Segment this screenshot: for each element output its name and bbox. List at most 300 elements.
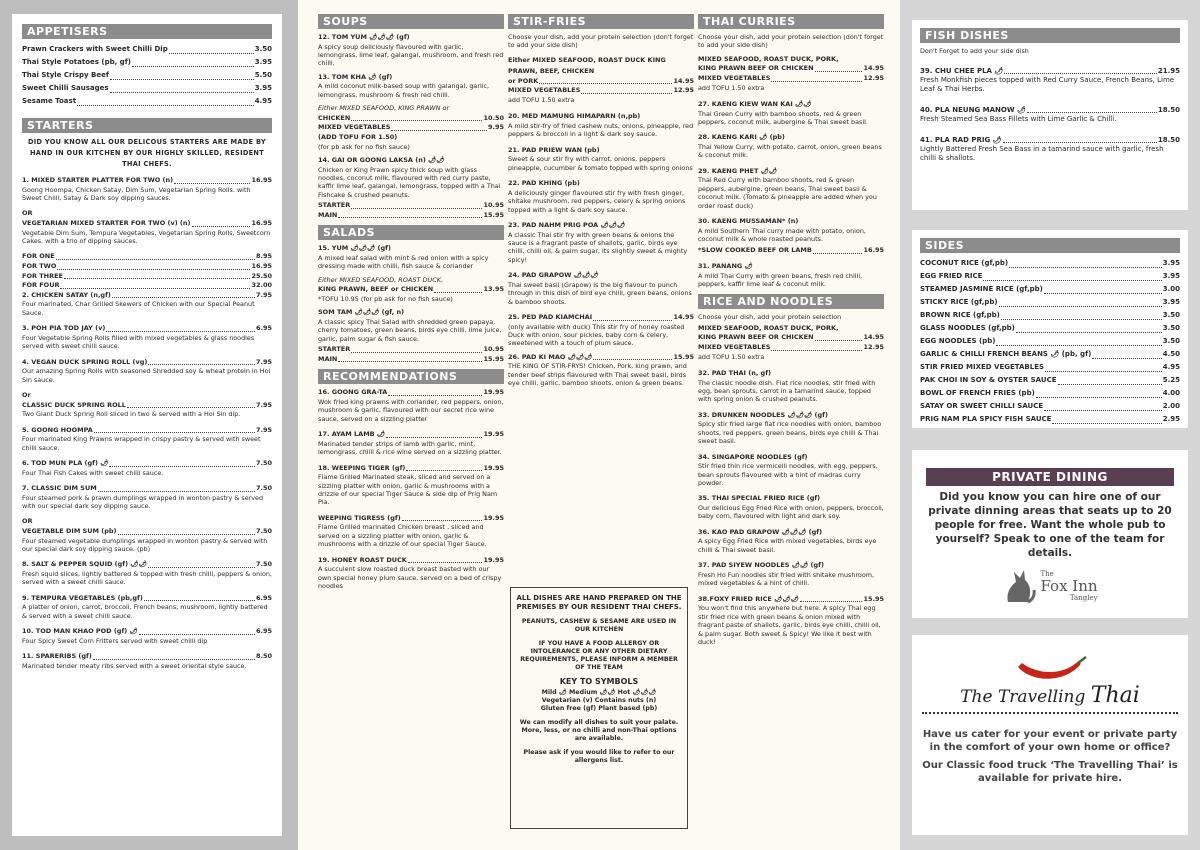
dot-leader [1058,374,1162,385]
sides-card [912,230,1188,428]
rice-item-desc: Stir fried thin rice vermicelli noodles, with egg, peppers, bean sprouts flavoured with a hint of madras curry powder. [698,462,878,488]
item-name: Thai Style Potatoes (pb, gf) [22,58,131,66]
item-name: 41. PLA RAD PRIG 🌶 [920,136,1002,145]
item-name: FOR ONE [22,252,55,261]
item-name: 11. SPARERIBS (gf) [22,652,92,661]
soups-chicken-row: CHICKEN 10.50 [318,113,504,122]
appetiser-row [22,95,272,108]
laksa-starter: STARTER 10.95 [318,201,504,210]
rice-sel1: MIXED SEAFOOD, ROAST DUCK, PORK, [698,323,839,332]
side-row [920,270,1180,283]
item-price: 7.50 [255,527,272,535]
item-price: 3.95 [254,58,272,66]
dot-leader [169,43,254,54]
starters-intro: DID YOU KNOW ALL OUR DELICOUS STARTERS ARE MADE BY HAND IN OUR KITCHEN BY OUR HIGHLY SKILLED, RESIDENT THAI CHEFS. [27,138,266,168]
dot-leader [94,426,255,434]
item-price: 3.50 [254,45,272,53]
curry-item-name: 29. KAENG PHET 🌶🌶 [698,166,778,175]
side-row [920,387,1180,400]
rec-item [318,464,504,474]
item-name: SATAY OR SWEET CHILLI SAUCE [920,402,1044,410]
fox-icon [1002,568,1036,604]
dot-leader [386,430,482,438]
starter-row [22,652,272,662]
item-name: 5. GOONG HOOMPA [22,425,93,434]
dot-leader [57,262,250,270]
item-name: Sesame Toast [22,97,77,105]
dot-leader [388,388,482,396]
panang-desc: A mild Thai Curry with green beans, fresh red chilli, peppers, kaffir lime leaf & coconut milk. [698,271,863,289]
item-price: 19.95 [483,388,504,397]
starter-row [22,324,272,334]
item-name: WEEPING TIGRESS (gf) [318,513,401,522]
item-price: 3.95 [1162,298,1180,306]
dot-leader [132,56,254,67]
item-price: 3.00 [1162,285,1180,293]
dot-leader [1092,348,1161,359]
private-dining-title: PRIVATE DINING [926,468,1174,486]
fish-item [920,106,1180,115]
side-row [920,322,1180,335]
curries-sel1: MIXED SEAFOOD, ROAST DUCK, PORK, [698,54,839,63]
allergy-p4: We can modify all dishes to suit your palate. More, less, or no chilli and non-Thai options are available. [519,719,679,742]
stirfry-item-desc: Sweet & sour stir fry with carrot, onions, peppers pineapple, cucumber & tomato topped with spring onions [508,155,693,172]
stirfry-item-name: 20. MED MAMUNG HIMAPARN (n,pb) [508,112,641,121]
item-price: 2.00 [1162,402,1180,410]
item-price: 16.95 [251,219,272,227]
curries-header: THAI CURRIES [698,14,884,29]
item-price: 4.00 [1162,389,1180,397]
item-name: BROWN RICE (gf,pb) [920,311,1000,319]
fish-header: FISH DISHES [920,28,1180,43]
curries-list [698,100,884,243]
key-title: KEY TO SYMBOLS [559,677,639,686]
starter-row-desc: Vegetable Dim Sum, Tempura Vegetables, Vegetarian Spring Rolls, Sweetcorn Cakes. with a trio of dipping sauces. [22,228,271,245]
starter-row-desc: Marinated tender meaty ribs served with a sweet oriental style sauce. [22,661,247,670]
item-price: 3.50 [1162,311,1180,319]
dot-leader [402,514,483,522]
allergy-p5: Please ask if you would like to refer to our allergens list. [523,749,675,764]
right-panel [900,0,1200,850]
item-price: 19.95 [483,463,504,472]
item-price: 3.50 [1162,324,1180,332]
item-name: COCONUT RICE (gf,pb) [920,259,1009,267]
stirfry-item-desc: Thai sweet basil (Grapow) is the big flavour to punch through in this dish of bird eye chilli, green beans, onions & bamboo shoots. [508,280,692,306]
item-name: STICKY RICE (gf,pb) [920,298,998,306]
appetiser-row [22,43,272,56]
item-price: 19.95 [483,430,504,439]
item-name: 6. TOD MUN PLA (gf) 🌶 [22,459,109,467]
rice-header: RICE AND NOODLES [698,294,884,309]
dot-leader [118,527,255,535]
item-name: VEGETABLE DIM SUM (pb) [22,527,117,535]
rice-item-name: 35. THAI SPECIAL FRIED RICE (gf) [698,494,821,503]
starter-row-or: Or [22,391,31,399]
rice-item-desc: Spicy stir fried large flat rice noodles with onion, bamboo shoots, red peppers, green beans, birds eye chilli & Thai sweet basil. [698,420,882,446]
item-name: 3. POH PIA TOD JAY (v) [22,324,106,333]
travelling-text-1: Have us cater for your event or private party in the comfort of your own home or office? [922,729,1178,753]
appetisers-list [22,43,272,108]
curry-item-name: 27. KAENG KIEW WAN KAI 🌶🌶 [698,100,812,108]
soup-item-desc: A mild coconut milk-based soup with galangal, garlic, lemongrass, mushroom & fresh red chilli. [318,82,490,99]
starter-row [22,176,272,186]
key-veg: Vegetarian (v) Contains nuts (n) [541,697,657,704]
item-price: 7.95 [255,400,272,409]
item-name: 10. TOD MAN KHAO POD (gf) 🌶 [22,627,138,636]
item-name: 40. PLA NEUNG MANOW 🌶 [920,106,1026,115]
curry-item-name: 28. KAENG KARI 🌶 (pb) [698,133,785,142]
item-price: 7.50 [255,484,272,492]
laksa-main: MAIN 15.95 [318,210,504,219]
starter-row [22,262,272,272]
dot-leader [983,270,1161,281]
starter-row [22,484,272,494]
soups-note: (for pb ask for no fish sauce) [318,142,410,151]
rice-item-name: 33. DRUNKEN NOODLES 🌶🌶🌶 (gf) [698,410,828,419]
item-name: 4. VEGAN DUCK SPRING ROLL (vg) [22,357,148,366]
side-row [920,400,1180,413]
starter-row-desc: Goong Hoompa, Chicken Satay, Dim Sum, Vegetarian Spring Rolls. with Sweet Chilli, Satay & Dark soy dipping sauces. [22,185,251,202]
dot-leader [110,69,254,80]
dot-leader [1016,322,1162,333]
travelling-thai-card [912,635,1188,835]
side-row [920,348,1180,361]
travelling-text-2: Our Classic food truck ‘The Travelling Thai’ is available for private hire. [922,760,1178,784]
dot-leader [1009,257,1162,268]
item-name: EGG NOODLES (pb) [920,337,996,345]
fox-inn-logo: The Fox Inn Tangley [918,568,1182,604]
left-panel [0,0,298,850]
item-price: 6.95 [255,324,272,333]
starter-row [22,281,272,291]
salads-kp-row: KING PRAWN, BEEF or CHICKEN 13.95 [318,285,504,294]
rice-item-desc: The classic noodle dish. Flat rice noodles, stir fried with egg, bean sprouts, carrot in a tamarind sauce, topped with spring onion & crushed peanuts. [698,378,876,404]
recommendations-header: RECOMMENDATIONS [318,369,504,384]
kimao-row: 26. PAD KI MAO 🌶🌶🌶 15.95 [508,352,694,361]
appetiser-row [22,56,272,69]
item-price: 7.95 [255,425,272,434]
fish-item-desc: Lightly Battered Fresh Sea Bass in a tamarind sauce with garlic, fresh chilli & shallots. [920,145,1164,163]
item-name: 39. CHU CHEE PLA 🌶 [920,67,1004,76]
item-price: 8.50 [255,652,272,661]
appetiser-row [22,69,272,82]
starter-row-desc: Four Vegetable Spring Rolls filled with mixed vegetables & glass noodles served with sweet chilli sauce. [22,333,255,351]
appetisers-starters-card [12,14,282,836]
item-price: 19.95 [483,513,504,522]
dot-leader [148,358,255,366]
rec-item [318,388,504,398]
rice-list [698,369,884,588]
rice-veg-row: MIXED VEGETABLES 12.95 [698,343,884,352]
item-price: 4.50 [1162,350,1180,358]
item-price: 18.50 [1157,136,1180,145]
dot-leader [406,464,482,472]
item-price: 19.95 [483,555,504,564]
item-name: 1. MIXED STARTER PLATTER FOR TWO (n) [22,176,174,184]
rec-item-desc: Flame Grilled Marinated steak, sliced and served on a sizzling platter with onion, garlic & mushrooms with a drizzle of our special Tiger Sauce & side dip of Prig Nam Pla. [318,473,498,507]
curries-intro: Choose your dish, add your protein selection (don't forget to add your side dish) [698,33,884,50]
side-row [920,309,1180,322]
dot-leader [996,335,1161,346]
salads-tofu: *TOFU 10.95 (for pb ask for no fish sauce) [318,295,453,303]
yum-desc: A mixed leaf salad with mint & red onion with a spicy dressing made with chilli, fish sauce & coriander [318,254,489,271]
starter-row-or: OR [22,517,33,526]
dot-leader [112,291,255,299]
stirfries-list [508,112,694,306]
fish-item [920,136,1180,145]
salad-main: MAIN 15.95 [318,354,504,363]
item-price: 6.95 [255,593,272,602]
starter-row [22,401,272,411]
item-name: Prawn Crackers with Sweet Chilli Dip [22,45,168,53]
foxy-row: 38.FOXY FRIED RICE 🌶🌶🌶 15.95 [698,594,884,603]
rice-kp-row: KING PRAWN BEEF OR CHICKEN 14.95 [698,333,884,342]
rec-item [318,514,504,524]
travelling-thai-logo: The Travelling Thai [960,683,1140,708]
somtam-name: SOM TAM 🌶🌶🌶 (gf, n) [318,308,405,317]
item-name: 7. CLASSIC DIM SUM [22,484,97,492]
allergy-p2: PEANUTS, CASHEW & SESAME ARE USED IN OUR KITCHEN [521,618,677,633]
starter-row [22,252,272,262]
stirfry-item-name: 23. PAD NAHM PRIG POA 🌶🌶🌶 [508,221,626,230]
salads-header: SALADS [318,225,504,240]
dot-leader [64,272,250,280]
laksa-name: 14. GAI OR GOONG LAKSA (n) 🌶🌶 [318,156,445,164]
starter-row-or: OR [22,209,33,218]
item-price: 16.95 [251,176,272,184]
item-name: CLASSIC DUCK SPRING ROLL [22,400,126,409]
starter-row-desc: Four marinated King Prawns wrapped in crispy pastry & served with sweet chilli sauce. [22,435,261,452]
item-name: FOR THREE [22,271,63,280]
side-row [920,296,1180,309]
item-price: 3.95 [1162,259,1180,267]
stirfries-tofu: add TOFU 1.50 extra [508,96,575,104]
dot-leader [192,219,251,227]
sides-header: SIDES [920,238,1180,253]
logo-divider [922,712,1178,714]
starter-row [22,459,272,469]
rice-tofu: add TOFU 1.50 extra [698,352,765,361]
curries-veg-row: MIXED VEGETABLES 12.95 [698,74,884,82]
item-price: 25.50 [251,271,272,280]
item-name: 17. AYAM LAMB 🌶 [318,430,386,439]
rice-item-name: 32. PAD THAI (n, gf) [698,369,772,378]
side-row [920,283,1180,296]
col-stirfries [508,12,694,393]
item-name: STEAMED JASMINE RICE (gf,pb) [920,285,1043,293]
soup-item-desc: A spicy soup deliciously flavoured with garlic, lemongrass, lime leaf, galangal, mushroom, and fresh red chilli. [318,42,504,68]
key-gf: Gluten free (gf) Plant based (pb) [540,705,658,712]
rice-item-name: 34. SINGAPORE NOODLES (gf) [698,452,808,461]
side-row [920,374,1180,387]
private-dining-card [912,450,1188,618]
rice-item-desc: Fresh Ho Fun noodles stir fried with shitake mushroom, mixed vegetables & a hint of chilli. [698,570,875,588]
curries-kp-row: KING PRAWN BEEF OR CHICKEN 14.95 [698,64,884,73]
dot-leader [127,401,255,409]
dot-leader [1052,413,1161,424]
kiamchai-row: 25. PED PAD KIAMCHAI 14.95 [508,313,694,322]
item-name: VEGETARIAN MIXED STARTER FOR TWO (v) (n) [22,219,191,227]
item-price: 7.50 [255,560,272,569]
col-soups [318,12,504,597]
dot-leader [98,484,255,492]
starter-row-desc: Four steamed vegetable dumplings wrapped in wonton pastry & served with our special dark soy dipping sauce. (pb) [22,536,268,553]
fish-intro: Don't Forget to add your side dish [920,47,1029,55]
stirfry-item-desc: A classic Thai stir fry with green beans & onions the sauce is a fragrant paste of shallots, garlic, birds eye chilli, chilli oil, & palm sugar, its slightly sweet & mighty spicy! [508,230,688,264]
item-name: BOWL OF FRENCH FRIES (pb) [920,389,1035,397]
private-dining-text: Did you know you can hire one of our private dinning areas that seats up to 20 people for free. Want the whole pub to yourself? Speak to one of the team for details. [928,491,1172,559]
dot-leader [106,324,255,332]
dot-leader [1044,283,1162,294]
starter-row [22,627,272,637]
key-chilli: Mild 🌶 Medium 🌶🌶 Hot 🌶🌶🌶 [541,689,657,696]
salad-starter: STARTER 10.95 [318,345,504,354]
fish-item-desc: Fresh Monkfish pieces topped with Red Curry Sauce, French Beans, Lime Leaf & Thai Herbs. [920,76,1175,94]
starter-row [22,219,272,229]
stirfry-item-desc: A deliciously ginger flavoured stir fry with fresh ginger, shitake mushroom, red peppers, celery & spring onions topped with a light & dark soy sauce. [508,188,686,214]
rec-item [318,430,504,440]
curry-item-desc: Thai Yellow Curry, with potato, carrot, onion, green beans & coconut milk. [698,143,882,160]
dot-leader [56,252,255,260]
rec-item-desc: A succulent slow roasted duck breast basted with our own special honey plum sauce, served on a bed of crispy noodles [318,565,502,591]
stirfries-veg-row: MIXED VEGETABLES 12.95 [508,86,694,95]
item-name: 2. CHICKEN SATAY (n,gf) [22,290,111,299]
item-price: 5.25 [1162,376,1180,384]
dot-leader [148,560,255,568]
item-price: 2.95 [1162,415,1180,423]
somtam-desc: A classic spicy Thai Salad with shredded green papaya, cherry tomatoes, green beans, birds eye chilli, lime juice, garlic, palm sugar & fish sauce. [318,318,502,343]
starter-row [22,527,272,537]
stirfry-item-name: 22. PAD KHING (pb) [508,179,580,188]
item-name: FOR TWO [22,262,57,270]
starter-row-desc: Four Thai Fish Cakes with sweet chilli sauce. [22,468,164,477]
appetiser-row [22,82,272,95]
starter-row [22,272,272,282]
item-name: Thai Style Crispy Beef [22,71,109,79]
item-name: STIR FRIED MIXED VEGETABLES [920,363,1045,371]
rec-item-desc: Flame Grilled marinated Chicken breast , sliced and served on a sizzling platter with onion, garlic & mushrooms with a drizzle of our special Tiger Sauce. [318,523,487,549]
item-price: 3.95 [1162,272,1180,280]
soups-veg-row: MIXED VEGETABLES 9.95 [318,123,504,132]
rice-item-name: 37. PAD SIYEW NOODLES 🌶🌶 (gf) [698,561,824,570]
curry-item-desc: Thai Green Curry with bamboo shoots, red & green peppers, coconut milk, aubergine & Thai sweet basil. [698,109,868,126]
slow-row: *SLOW COOKED BEEF OR LAMB 16.95 [698,246,884,255]
curry-item-desc: Thai Red Curry with bamboo shoots, red & green peppers, aubergine, green beans, Thai sweet basil & coconut milk. (Tomato & pineapple are added when you order roast duck) [698,176,877,210]
rice-item-desc: A spicy Egg Fried Rice with mixed vegetables, birds eye chilli & Thai sweet basil. [698,537,877,554]
starters-list [22,176,272,670]
dot-leader [109,459,254,467]
rec-item [318,556,504,566]
allergy-p3: IF YOU HAVE A FOOD ALLERGY OR INTOLERANCE OR ANY OTHER DIETARY REQUIREMENTS, PLEASE INFORM A MEMBER OF THE TEAM [520,640,678,671]
laksa-desc: Chicken or King Prawn spicy thick soup with glass noodles, coconut milk, flavoured with red curry paste, kaffir lime leaf, galangal, lemongrass, topped with a Thai Fishcake & crushed peanuts. [318,165,501,199]
dot-leader [174,176,250,184]
fish-item [920,67,1180,76]
col-curries [698,12,884,651]
appetisers-header: APPETISERS [22,24,272,39]
curries-tofu: add TOFU 1.50 extra [698,83,765,92]
panang-name: 31. PANANG 🌶 [698,262,753,271]
curry-item-name: 30. KAENG MUSSAMAN* (n) [698,217,799,226]
dot-leader [144,594,255,602]
item-price: 21.95 [1157,67,1180,76]
item-price: 4.95 [254,97,272,105]
starter-row-desc: Fresh squid slices, lightly battered & topped with fresh chilli, peppers & onion, served with a sweet chilli sauce. [22,570,272,587]
item-name: 8. SALT & PEPPER SQUID (gf) 🌶🌶 [22,560,147,569]
dot-leader [1044,400,1162,411]
fish-list [920,67,1180,163]
rice-item-name: 36. KAO PAD GRAPOW 🌶🌶🌶 (gf) [698,527,823,536]
side-row [920,257,1180,270]
dot-leader [1003,136,1157,143]
starter-row-desc: Four steamed pork & prawn dumplings wrapped in wonton pastry & served with our special dark soy dipping sauce. [22,493,264,510]
starter-row [22,426,272,436]
item-name: GLASS NOODLES (gf,pb) [920,324,1015,332]
item-name: PRIG NAM PLA SPICY FISH SAUCE [920,415,1052,423]
curry-item-desc: A mild Southern Thai curry made with potato, onion, coconut milk & whole roasted peanuts. [698,226,866,244]
soups-list [318,33,504,99]
item-price: 18.50 [1157,106,1180,115]
starters-header: STARTERS [22,118,272,133]
kimao-desc: THE KING OF STIR-FRYS! Chicken, Pork, king prawn, and tender beef strips flavoured with Thai sweet basil, birds eye chilli, garlic, bamboo shoots, onion & green beans. [508,362,687,388]
stirfry-item-name: 24. PAD GRAPOW 🌶🌶🌶 [508,271,599,280]
starter-row [22,560,272,570]
soup-item-name: 12. TOM YUM 🌶🌶🌶 (gf) [318,33,410,41]
dot-leader [139,627,255,635]
dot-leader [408,556,483,564]
item-name: GARLIC & CHILLI FRENCH BEANS 🌶 (pb, gf) [920,350,1092,358]
starter-row-desc: Two Giant Duck Spring Roll sliced in two & served with a Hoi Sin dip. [22,410,241,419]
item-price: 7.50 [255,459,272,467]
rec-item-desc: Marinated tender strips of lamb with garlic, mint, lemongrass, chilli & rice wine served on a sizzling platter. [318,439,502,457]
middle-panel [298,0,900,850]
rice-intro: Choose your dish, add your protein selection [698,313,842,322]
stirfries-intro: Choose your dish, add your protein selection (don't forget to add your side dish) [508,33,694,50]
chilli-icon [1012,653,1092,683]
stirfries-header: STIR-FRIES [508,14,694,29]
soups-either: Either MIXED SEAFOOD, KING PRAWN or [318,104,450,113]
side-row [920,413,1180,426]
sides-list [920,257,1180,426]
soups-tofu: (ADD TOFU FOR 1.50) [318,133,398,141]
item-price: 7.95 [255,290,272,299]
fish-item-desc: Fresh Steamed Sea Bass Fillets with Lime Garlic & Chilli. [920,115,1117,124]
starter-row-desc: Our amazing Spring Rolls with seasoned Shredded soy & wheat protein in Hoi Sin sauce. [22,367,271,384]
stirfries-either: Either MIXED SEAFOOD, ROAST DUCK KING PRAWN, BEEF, CHICKEN [508,55,666,75]
item-name: Sweet Chilli Sausages [22,84,109,92]
fish-card [912,20,1188,210]
starter-row [22,594,272,604]
allergy-box [510,587,688,829]
item-price: 8.95 [255,252,272,261]
yum-name: 15. YUM 🌶🌶🌶 (gf) [318,244,391,253]
item-price: 3.50 [1162,337,1180,345]
dot-leader [1027,106,1157,113]
allergy-p1: ALL DISHES ARE HAND PREPARED ON THE PREMISES BY OUR RESIDENT THAI CHEFS. [516,594,682,611]
item-price: 6.95 [255,627,272,636]
item-price: 3.95 [254,84,272,92]
dot-leader [110,82,254,93]
dot-leader [60,281,250,289]
rec-item-desc: Wok fried king prawns with coriander, red peppers, onion, mushroom & garlic, flavoured with our secret rice wine sauce, served on a sizzling platter [318,398,504,423]
starter-row-desc: Four Spicy Sweet Corn Fritters served with sweet chilli dip [22,636,208,645]
starter-row-desc: A platter of onion, carrot, broccoli, French beans, mushroom, lightly battered & served with a sweet chilli sauce. [22,603,268,620]
side-row [920,335,1180,348]
dot-leader [1045,361,1162,372]
item-name: FOR FOUR [22,281,60,290]
item-name: 19. HONEY ROAST DUCK [318,555,407,564]
item-name: 16. GOONG GRA-TA [318,388,388,397]
salads-either: Either MIXED SEAFOOD, ROAST DUCK, [318,275,444,284]
